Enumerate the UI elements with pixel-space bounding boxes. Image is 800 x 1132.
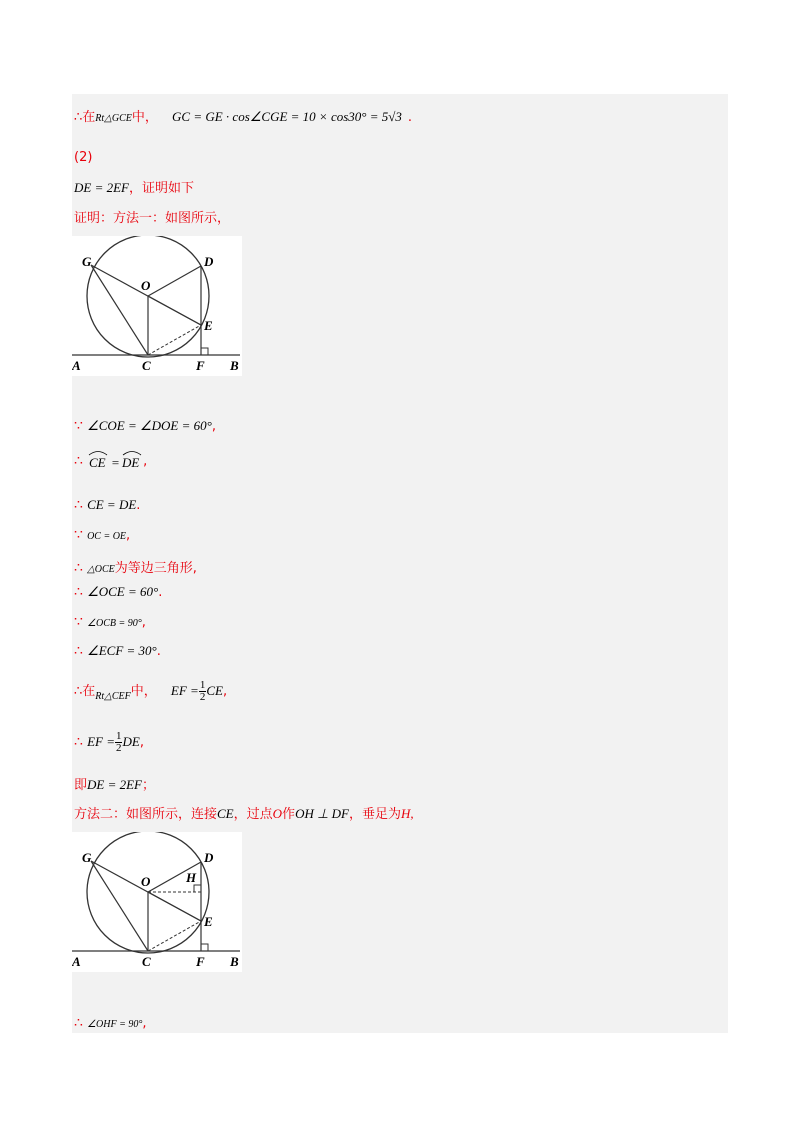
ce-math: CE (217, 806, 234, 821)
step-9 (74, 680, 227, 703)
label-e: E (204, 318, 213, 333)
zuo-text: 作 (282, 807, 296, 822)
point-h: H, (401, 806, 414, 821)
label-o: O (141, 278, 151, 293)
step-10 (74, 731, 144, 754)
triangle-cef: Rt△CEF (95, 691, 131, 702)
part-2-text: (2) (74, 150, 93, 165)
through-point-text: ，过点 (233, 807, 273, 822)
claim-line (74, 177, 194, 196)
step-3 (74, 497, 140, 513)
period: . (407, 110, 413, 125)
step-6-math: ∠OCE = 60° (87, 584, 159, 599)
label-c: C (142, 358, 151, 373)
label-a: A (72, 954, 81, 969)
arc-ce-de (87, 448, 143, 470)
zhong-text: 中， (130, 684, 157, 699)
therefore-symbol: ∴ (74, 560, 83, 576)
therefore-symbol: ∴ (74, 584, 83, 600)
triangle-oce: △OCE (87, 564, 115, 575)
label-b: B (230, 358, 239, 373)
because-symbol: ∵ (74, 527, 83, 543)
comma: , (139, 735, 144, 750)
foot-text: ，垂足为 (349, 807, 402, 822)
label-o: O (141, 874, 151, 889)
claim-text: ，证明如下 (128, 181, 194, 196)
period: . (136, 498, 141, 513)
label-a: A (72, 358, 81, 373)
ce-rhs: CE (206, 683, 223, 698)
step-11 (74, 774, 155, 793)
numerator: 1 (115, 730, 122, 742)
method-2-text: 方法二：如图所示，连接 (74, 807, 218, 822)
triangle-gce: Rt△GCE (95, 113, 132, 124)
proof-intro (74, 207, 230, 226)
therefore-in-text: ∴在 (74, 110, 96, 125)
last-step-math: ∠OHF = 90° (87, 1019, 143, 1030)
point-o: O (272, 806, 283, 821)
ef-lhs: EF = (170, 683, 199, 698)
label-f: F (196, 358, 205, 373)
step-3-math: CE = DE (87, 497, 137, 512)
label-g: G (82, 850, 92, 865)
label-d: D (204, 850, 214, 865)
semicolon: ； (142, 778, 156, 793)
comma: , (143, 453, 148, 469)
ji-text: 即 (74, 778, 88, 793)
therefore-symbol: ∴ (74, 1015, 83, 1031)
numerator: 1 (199, 679, 206, 691)
denominator: 2 (115, 742, 122, 754)
svg-text:DE: DE (122, 455, 140, 470)
step-6 (74, 584, 162, 600)
svg-text:CE: CE (89, 455, 106, 470)
de-rhs: DE (122, 734, 140, 749)
because-symbol: ∵ (74, 418, 83, 434)
label-b: B (230, 954, 239, 969)
line-gc-calc (74, 106, 412, 125)
comma: , (126, 528, 131, 543)
proof-intro-text: 证明：方法一：如图所示， (74, 211, 231, 226)
conclusion-math: DE = 2EF (87, 777, 142, 792)
step-7 (74, 614, 146, 630)
therefore-symbol: ∴ (74, 452, 83, 469)
step-8-math: ∠ECF = 30° (87, 643, 157, 658)
step-7-math: ∠OCB = 90° (87, 618, 142, 629)
step-1-math: ∠COE = ∠DOE = 60° (87, 418, 212, 433)
label-f: F (196, 954, 205, 969)
label-d: D (204, 254, 214, 269)
label-h: H (186, 870, 197, 885)
comma: , (222, 684, 228, 699)
because-symbol: ∵ (74, 614, 83, 630)
equilateral-text: 为等边三角形, (114, 561, 197, 576)
geometry-figure-1 (72, 236, 242, 376)
ef-lhs: EF = (87, 734, 115, 749)
label-g: G (82, 254, 92, 269)
zhong-text: 中， (131, 110, 158, 125)
therefore-in-text: ∴在 (74, 684, 96, 699)
step-4-math: OC = OE (87, 531, 127, 542)
step-2 (74, 451, 147, 473)
step-1 (74, 418, 216, 434)
circle-diagram-1 (72, 236, 242, 376)
step-5 (74, 557, 197, 576)
step-8 (74, 643, 161, 659)
arc-equation (87, 448, 143, 470)
therefore-symbol: ∴ (74, 643, 83, 659)
claim-equation: DE = 2EF (74, 180, 129, 195)
last-step (74, 1015, 146, 1031)
comma: , (141, 615, 146, 630)
label-e: E (204, 914, 213, 929)
period: . (156, 644, 161, 659)
therefore-symbol: ∴ (74, 497, 83, 513)
svg-text:=: = (111, 455, 120, 470)
comma: , (211, 419, 216, 434)
gc-equation: GC = GE · cos∠CGE = 10 × cos30° = 5√3 (172, 109, 402, 124)
method-2-intro (74, 803, 414, 822)
circle-diagram-2 (72, 832, 242, 972)
geometry-figure-2 (72, 832, 242, 972)
therefore-symbol: ∴ (74, 734, 83, 750)
oh-perp-df: OH ⊥ DF (295, 806, 349, 821)
part-2-label (74, 150, 92, 165)
denominator: 2 (199, 691, 206, 703)
label-c: C (142, 954, 151, 969)
period: . (158, 585, 163, 600)
step-4 (74, 527, 130, 543)
comma: , (142, 1016, 147, 1031)
